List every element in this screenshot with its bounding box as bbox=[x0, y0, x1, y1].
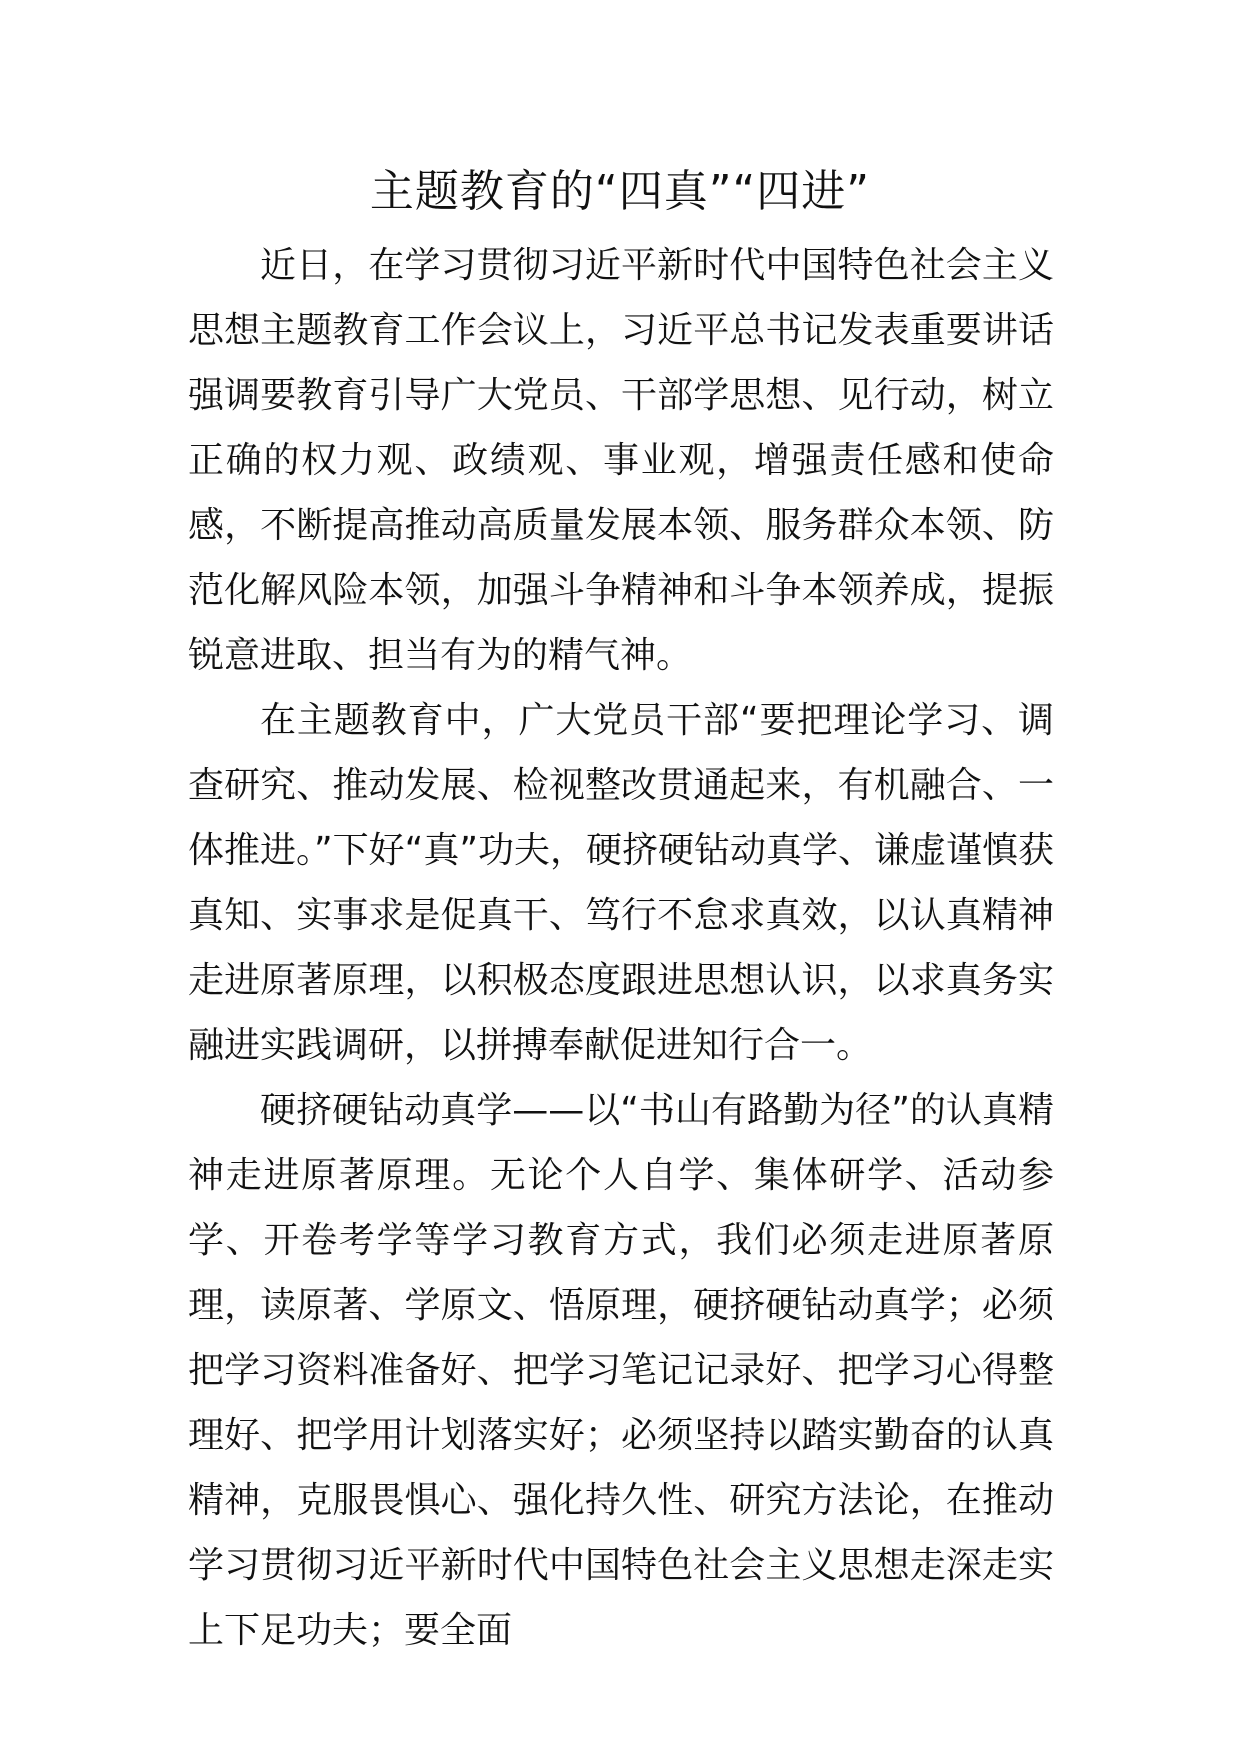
document-body bbox=[188, 233, 1054, 1663]
document-title: 主题教育的“四真”“四进” bbox=[369, 166, 871, 217]
paragraph-1: 近日，在学习贯彻习近平新时代中国特色社会主义思想主题教育工作会议上，习近平总书记发表重要讲话强调要教育引导广大党员、干部学思想、见行动，树立正确的权力观、政绩观、事业观，增强责任感和使命感，不断提高推动高质量发展本领、服务群众本领、防范化解风险本领，加强斗争精神和斗争本领养成，提振锐意进取、担当有为的精气神。 bbox=[188, 245, 1054, 676]
paragraph-2: 在主题教育中，广大党员干部“要把理论学习、调查研究、推动发展、检视整改贯通起来，有机融合、一体推进。”下好“真”功夫，硬挤硬钻动真学、谦虚谨慎获真知、实事求是促真干、笃行不怠求真效，以认真精神走进原著原理，以积极态度跟进思想认识，以求真务实融进实践调研，以拼搏奉献促进知行合一。 bbox=[188, 700, 1054, 1066]
paragraph-3: 硬挤硬钻动真学——以“书山有路勤为径”的认真精神走进原著原理。无论个人自学、集体研学、活动参学、开卷考学等学习教育方式，我们必须走进原著原理，读原著、学原文、悟原理，硬挤硬钻动真学；必须把学习资料准备好、把学习笔记记录好、把学习心得整理好、把学用计划落实好；必须坚持以踏实勤奋的认真精神，克服畏惧心、强化持久性、研究方法论，在推动学习贯彻习近平新时代中国特色社会主义思想走深走实上下足功夫；要全面 bbox=[188, 1090, 1054, 1651]
